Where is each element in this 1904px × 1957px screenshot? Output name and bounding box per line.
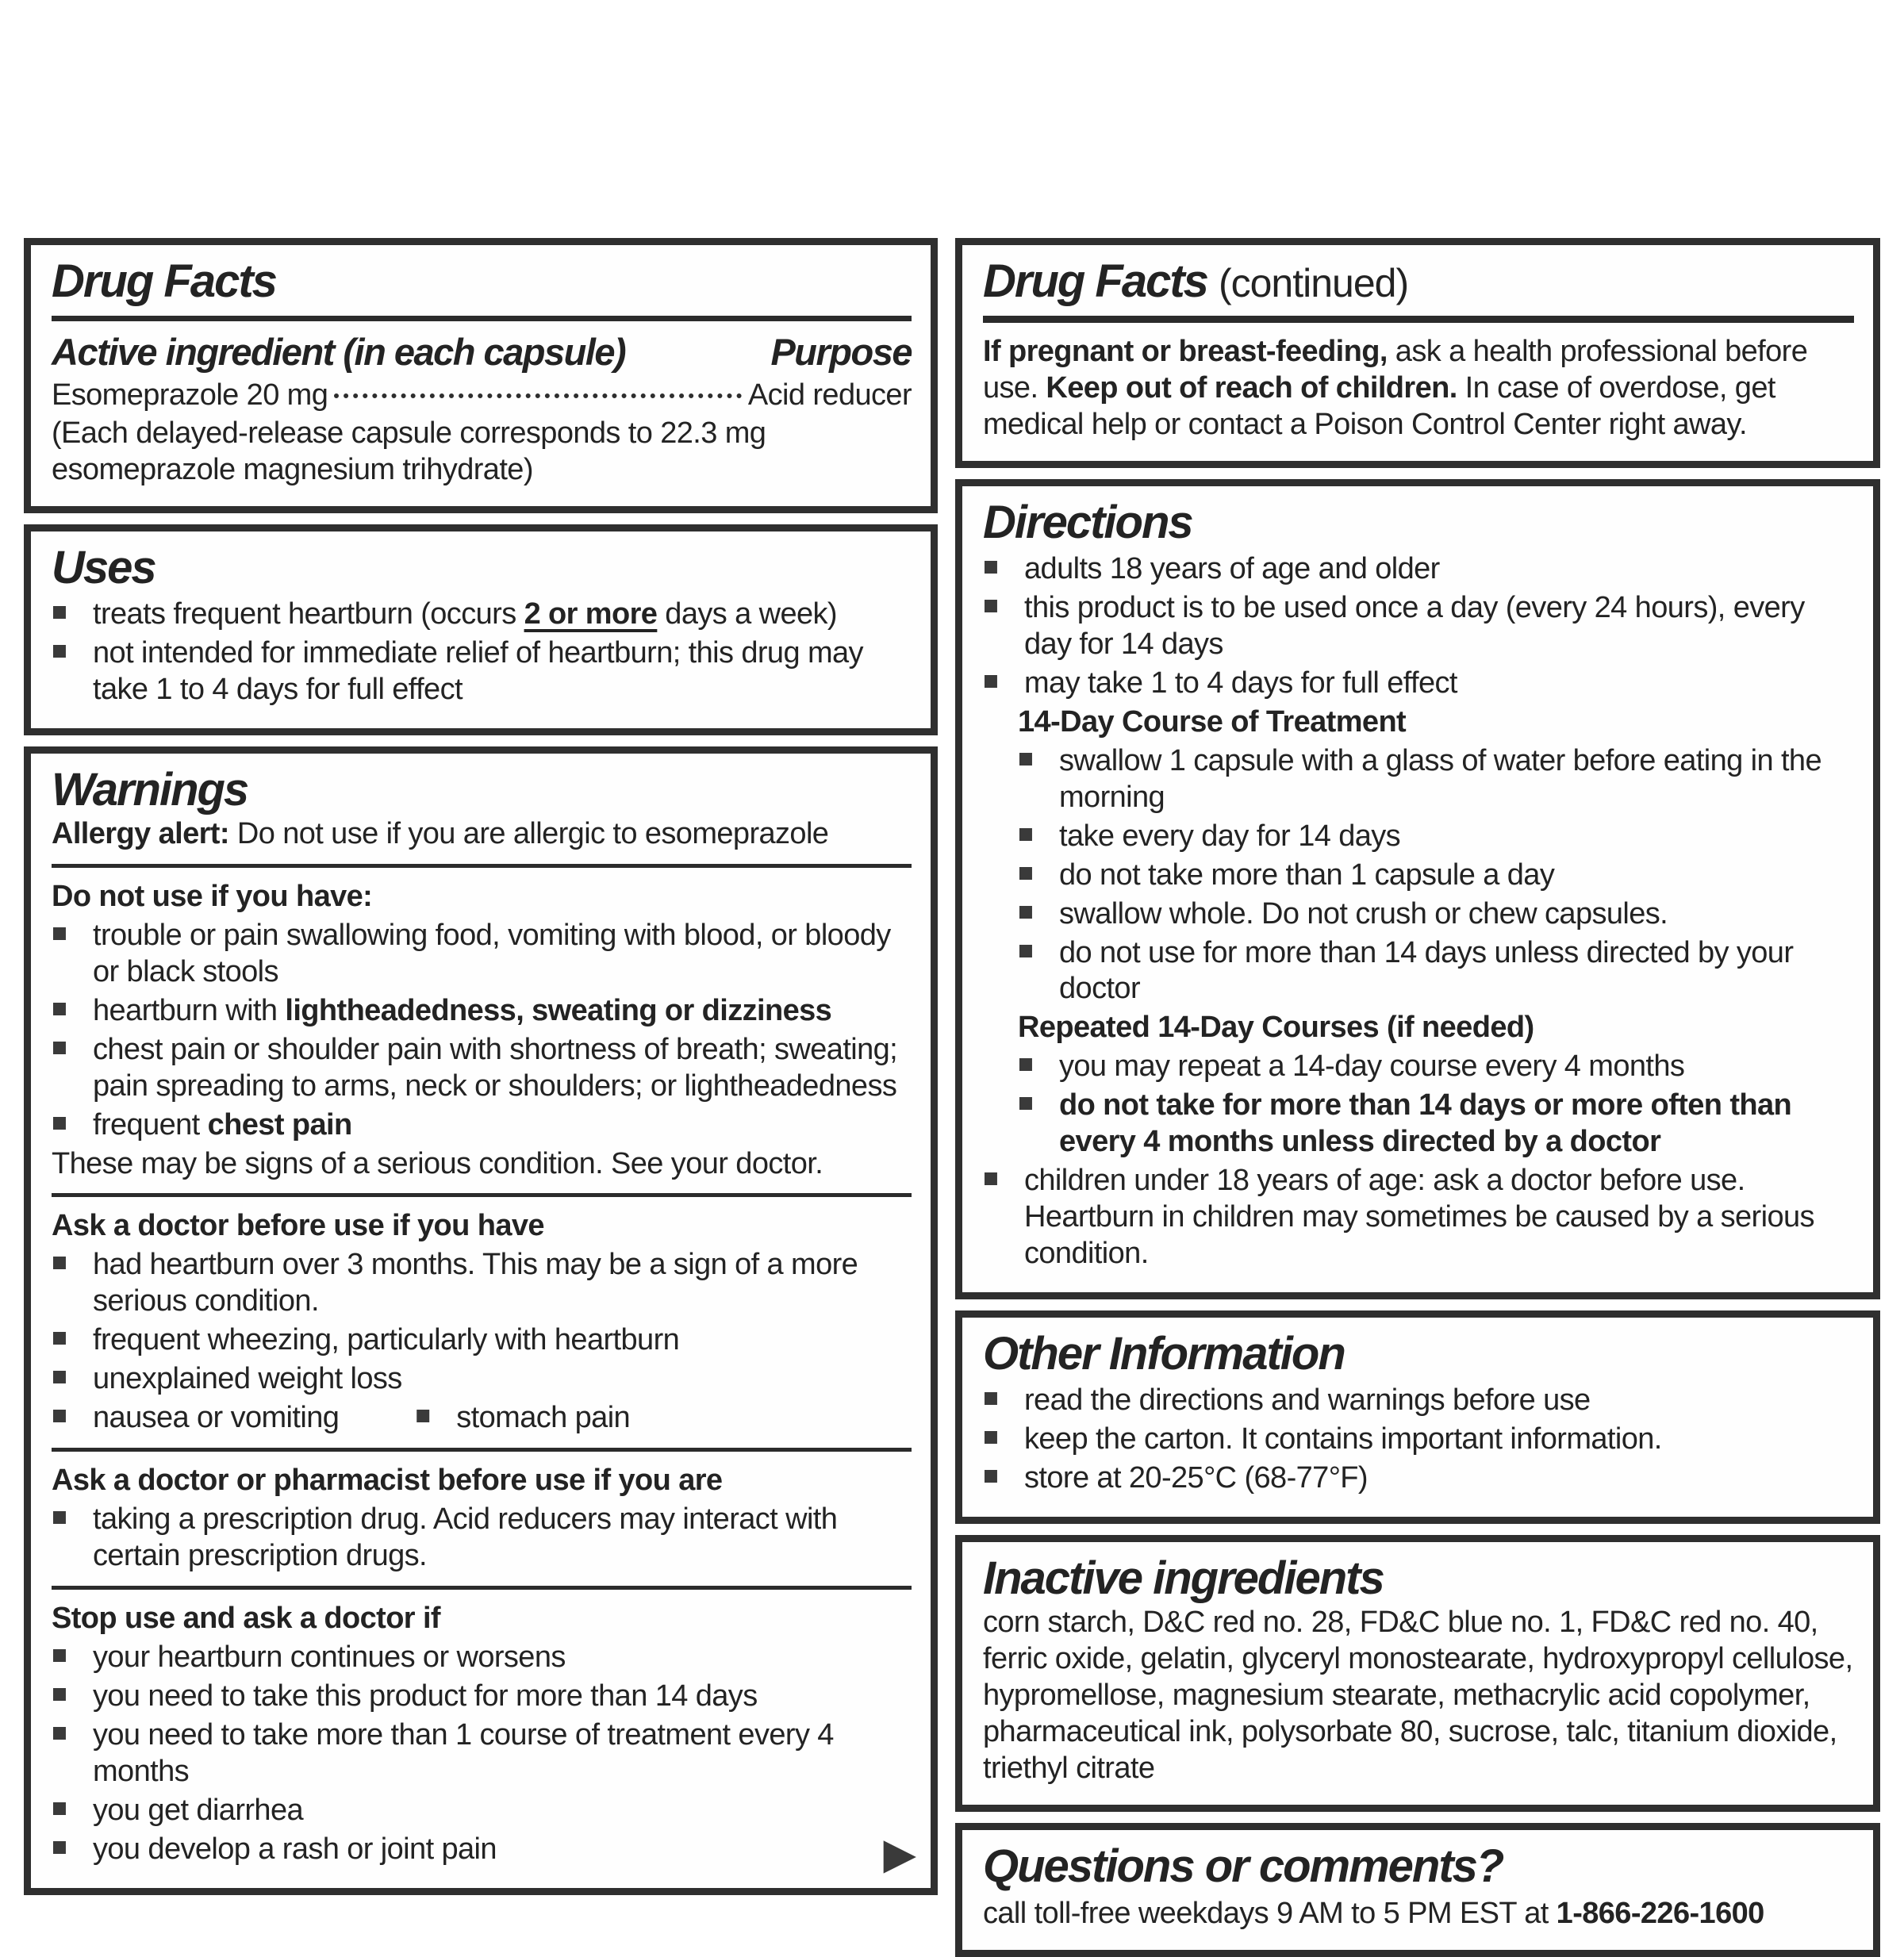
bullet-item: ■ this product is to be used once a day (every 24 hours), every day for 14 days bbox=[983, 590, 1854, 663]
bullet-item: ■ read the directions and warnings before use bbox=[983, 1383, 1854, 1419]
bullet-item: ■ do not use for more than 14 days unless directed by your doctor bbox=[1018, 935, 1854, 1008]
ingredient-purpose-row bbox=[52, 378, 912, 413]
repeated-course-heading: Repeated 14-Day Courses (if needed) bbox=[1018, 1011, 1534, 1045]
questions-heading: Questions or comments? bbox=[983, 1840, 1503, 1892]
divider bbox=[52, 1193, 912, 1197]
section-warnings bbox=[24, 746, 938, 1895]
bullet-item: ■ keep the carton. It contains important information. bbox=[983, 1422, 1854, 1458]
bullet-item: ■ chest pain or shoulder pain with shortness of breath; sweating; pain spreading to arms, neck or shoulders; or lightheadedness bbox=[52, 1032, 912, 1105]
bullet-item: ■ heartburn with lightheadedness, sweating or dizziness bbox=[52, 993, 912, 1030]
bullet-item: ■ you need to take more than 1 course of treatment every 4 months bbox=[52, 1717, 912, 1790]
dotted-leader bbox=[334, 393, 742, 398]
section-uses bbox=[24, 524, 938, 735]
divider bbox=[52, 1448, 912, 1452]
section-questions bbox=[955, 1823, 1880, 1957]
other-information-heading: Other Information bbox=[983, 1328, 1345, 1380]
bullet-item: ■ treats frequent heartburn (occurs 2 or more days a week) bbox=[52, 597, 912, 633]
bullet-item: ■ you develop a rash or joint pain bbox=[52, 1832, 912, 1868]
bullet-pair-row bbox=[52, 1400, 912, 1437]
course-heading: 14-Day Course of Treatment bbox=[1018, 704, 1407, 739]
bullet-item: ■ may take 1 to 4 days for full effect bbox=[983, 666, 1854, 702]
drug-facts-title-text: Drug Facts bbox=[983, 255, 1207, 307]
inactive-ingredients-list: corn starch, D&C red no. 28, FD&C blue no. 1, FD&C red no. 40, ferric oxide, gelatin, glyceryl monostearate, hydroxypropyl cellulose, hypromellose, magnesium stearate, methacrylic acid copolymer, pharmaceutical ink, polysorbate 80, sucrose, talc, titanium dioxide, triethyl citrate bbox=[983, 1606, 1853, 1785]
bullet-item: ■ store at 20-25°C (68-77°F) bbox=[983, 1460, 1854, 1497]
drug-facts-label bbox=[24, 238, 1880, 1957]
pregnancy-warning: If pregnant or breast-feeding, ask a health professional before use. Keep out of reach of children. In case of overdose, get medical help or contact a Poison Control Center right away. bbox=[983, 334, 1808, 441]
allergy-alert: Allergy alert: Do not use if you are allergic to esomeprazole bbox=[52, 816, 829, 850]
bullet-item: ■ had heartburn over 3 months. This may be a sign of a more serious condition. bbox=[52, 1247, 912, 1320]
active-ingredient-heading: Active ingredient (in each capsule) bbox=[52, 330, 626, 373]
warnings-heading: Warnings bbox=[52, 763, 248, 815]
bullet-item: ■ swallow whole. Do not crush or chew capsules. bbox=[1018, 896, 1854, 933]
section-inactive-ingredients bbox=[955, 1535, 1880, 1812]
bullet-item: ■ take every day for 14 days bbox=[1018, 819, 1854, 855]
drug-facts-title: Drug Facts bbox=[52, 255, 276, 307]
do-not-use-footer: These may be signs of a serious condition. See your doctor. bbox=[52, 1146, 823, 1180]
active-ingredient-header-row bbox=[52, 331, 912, 374]
do-not-use-heading: Do not use if you have: bbox=[52, 879, 373, 913]
bullet-item: ■ frequent chest pain bbox=[52, 1107, 912, 1144]
bullet-item: ■ trouble or pain swallowing food, vomiting with blood, or bloody or black stools bbox=[52, 918, 912, 991]
right-column bbox=[955, 238, 1880, 1957]
bullet-item: ■ taking a prescription drug. Acid reducers may interact with certain prescription drugs. bbox=[52, 1502, 912, 1575]
bullet-item: ■ you get diarrhea bbox=[52, 1793, 912, 1829]
purpose-value: Acid reducer bbox=[747, 378, 912, 412]
stop-use-heading: Stop use and ask a doctor if bbox=[52, 1602, 440, 1636]
ask-pharmacist-heading: Ask a doctor or pharmacist before use if you are bbox=[52, 1464, 723, 1498]
section-other-information bbox=[955, 1310, 1880, 1524]
divider bbox=[983, 316, 1854, 323]
questions-phone-line: call toll-free weekdays 9 AM to 5 PM EST at 1-866-226-1600 bbox=[983, 1896, 1764, 1930]
left-column bbox=[24, 238, 938, 1895]
directions-heading: Directions bbox=[983, 496, 1192, 548]
ingredient-name: Esomeprazole 20 mg bbox=[52, 378, 328, 412]
bullet-item: ■ do not take for more than 14 days or more often than every 4 months unless directed by a doctor bbox=[1018, 1088, 1854, 1161]
bullet-item: ■ you may repeat a 14-day course every 4 months bbox=[1018, 1049, 1854, 1085]
bullet-item: ■ your heartburn continues or worsens bbox=[52, 1640, 912, 1676]
inactive-ingredients-heading: Inactive ingredients bbox=[983, 1552, 1384, 1605]
drug-facts-continued-title bbox=[983, 256, 1854, 308]
bullet-item: ■ nausea or vomiting bbox=[52, 1400, 339, 1437]
section-continued-warnings bbox=[955, 238, 1880, 468]
purpose-heading: Purpose bbox=[770, 330, 912, 373]
bullet-item: ■ do not take more than 1 capsule a day bbox=[1018, 858, 1854, 894]
section-directions bbox=[955, 479, 1880, 1299]
bullet-item: ■ children under 18 years of age: ask a doctor before use. Heartburn in children may sometimes be caused by a serious condition. bbox=[983, 1163, 1854, 1272]
bullet-item: ■ frequent wheezing, particularly with heartburn bbox=[52, 1322, 912, 1359]
bullet-item: ■ swallow 1 capsule with a glass of water before eating in the morning bbox=[1018, 743, 1854, 816]
bullet-item: ■ stomach pain bbox=[415, 1400, 630, 1437]
uses-heading: Uses bbox=[52, 541, 155, 593]
bullet-item: ■ not intended for immediate relief of heartburn; this drug may take 1 to 4 days for full effect bbox=[52, 635, 912, 708]
continuation-arrow-icon: ▶ bbox=[883, 1829, 916, 1878]
ask-doctor-heading: Ask a doctor before use if you have bbox=[52, 1209, 544, 1243]
ingredient-note: (Each delayed-release capsule corresponds to 22.3 mg esomeprazole magnesium trihydrate) bbox=[52, 416, 766, 486]
bullet-item: ■ unexplained weight loss bbox=[52, 1361, 912, 1398]
bullet-item: ■ adults 18 years of age and older bbox=[983, 551, 1854, 588]
section-title-active-ingredient bbox=[24, 238, 938, 513]
continued-text: (continued) bbox=[1218, 261, 1409, 305]
divider bbox=[52, 1586, 912, 1590]
bullet-item: ■ you need to take this product for more than 14 days bbox=[52, 1679, 912, 1715]
divider bbox=[52, 316, 912, 321]
divider bbox=[52, 864, 912, 868]
